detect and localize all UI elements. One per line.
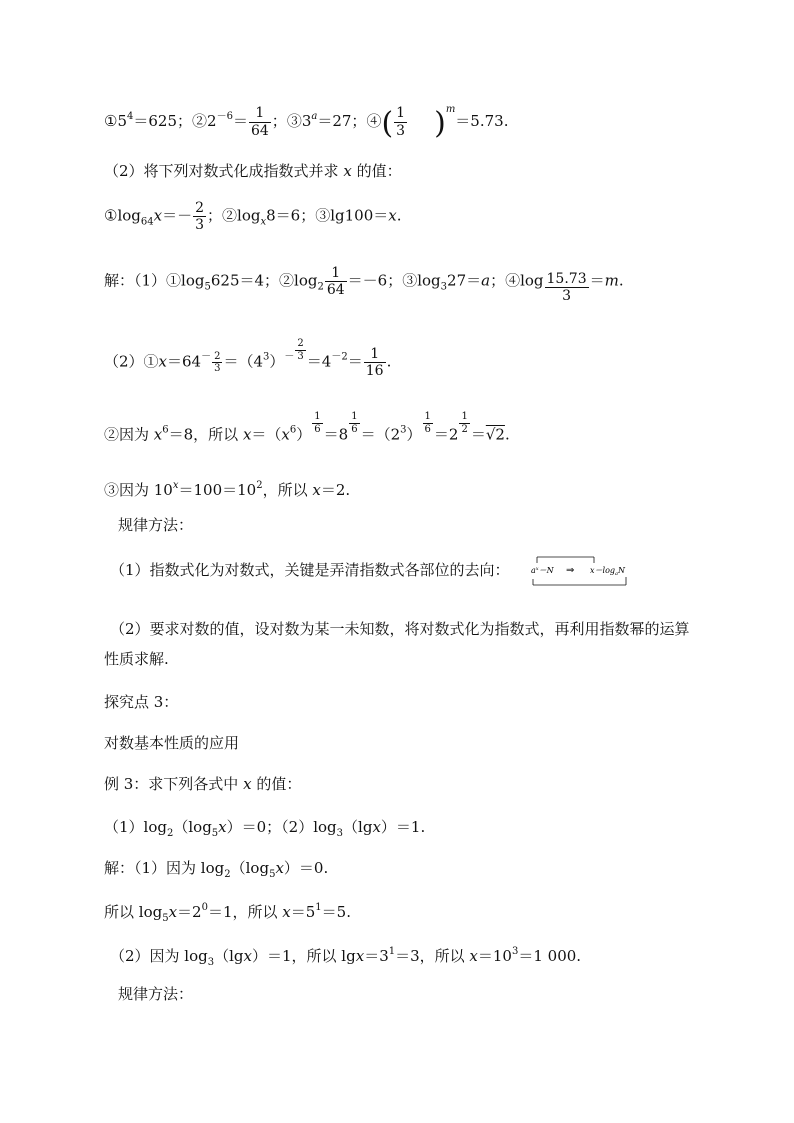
fraction <box>295 338 305 362</box>
line-14 <box>104 820 425 839</box>
exponent: 3 <box>511 946 519 957</box>
numerator: 2 <box>214 350 221 362</box>
text: ） <box>406 425 422 444</box>
example-3 <box>104 777 301 792</box>
conversion-diagram <box>530 553 630 589</box>
text: . <box>504 425 510 444</box>
fraction <box>325 265 347 298</box>
subscript: 5 <box>204 281 211 293</box>
text: ＝（2 <box>360 425 401 444</box>
line-1 <box>104 105 508 139</box>
line-10a: （2）要求对数的值，设对数为某一未知数，将对数式化为指数式，再利用指数幂的运算 <box>110 620 690 638</box>
text: （1）log <box>104 818 167 836</box>
exponent: 2 <box>256 480 263 491</box>
fraction <box>423 411 433 435</box>
text: （2）① <box>104 352 159 371</box>
text: . <box>618 271 624 290</box>
line-2 <box>104 164 402 179</box>
text: ＝64 <box>167 352 202 371</box>
variable: x <box>242 425 252 444</box>
fraction <box>349 411 359 435</box>
text: ＝5.73. <box>455 112 509 130</box>
text: ＝10 <box>477 947 512 965</box>
fraction <box>394 105 407 138</box>
text: 解：（1）因为 log <box>104 859 225 877</box>
text: ； <box>271 112 287 130</box>
exponent: 0 <box>201 902 208 913</box>
hint-left: $a^x=N$ <box>531 566 554 575</box>
text: ＝5. <box>321 903 351 921</box>
text: 27＝ <box>447 271 482 290</box>
denominator: 3 <box>396 122 406 139</box>
text: ） <box>296 425 312 444</box>
text: 的值： <box>251 775 302 793</box>
line-9: （1）指数式化为对数式，关键是弄清指数式各部位的去向： <box>110 561 510 579</box>
exponent: 3 <box>400 424 407 436</box>
text: ＝2. <box>320 481 351 499</box>
text: （2）因为 log <box>110 947 208 965</box>
circled-2: ② <box>192 112 208 130</box>
denominator: 3 <box>195 217 205 234</box>
exponent: a <box>311 111 318 122</box>
text: （log <box>173 818 212 836</box>
line-4 <box>104 265 624 304</box>
fraction <box>545 271 589 304</box>
variable: x <box>243 947 252 965</box>
denominator: 6 <box>351 423 358 435</box>
text: ＝ <box>589 271 605 290</box>
line-10b: 性质求解. <box>104 650 169 668</box>
text: ＝100＝10 <box>178 481 257 499</box>
line-7 <box>104 481 350 498</box>
variable: x <box>388 206 397 225</box>
exponent: 4 <box>127 111 134 122</box>
subscript: 5 <box>269 869 276 880</box>
line-16 <box>104 903 351 924</box>
text: ＝27； <box>317 112 367 130</box>
denominator: 3 <box>297 350 304 362</box>
variable: x <box>469 947 478 965</box>
text: . <box>396 206 402 225</box>
variable: x <box>355 947 365 965</box>
variable: x <box>158 352 168 371</box>
hint-right: $x=\log_aN$ <box>590 566 625 577</box>
denominator: 64 <box>250 122 269 139</box>
base: 3 <box>301 112 312 130</box>
text: ＝625； <box>133 112 193 130</box>
subscript: 2 <box>166 828 174 839</box>
variable: x <box>275 859 284 877</box>
circled-3: ③ <box>286 112 302 130</box>
text: . <box>386 352 392 371</box>
subscript: 2 <box>317 281 324 293</box>
text: 解：（1）①log <box>104 271 205 290</box>
subscript: 64 <box>140 216 154 228</box>
variable: x <box>153 206 163 225</box>
text: ；④log <box>490 271 544 290</box>
subscript: 3 <box>440 281 448 293</box>
exponent: － <box>201 351 212 363</box>
subscript: 5 <box>162 913 169 924</box>
text: ）＝0. <box>283 859 329 877</box>
subscript: 3 <box>336 828 344 839</box>
line-3 <box>104 200 402 233</box>
numerator: 1 <box>364 346 386 363</box>
paren: ) <box>434 106 446 141</box>
exponent: 6 <box>289 424 297 436</box>
text: ）＝1. <box>380 818 426 836</box>
subscript: 3 <box>207 957 215 968</box>
text: 8＝6； <box>266 206 316 225</box>
exponent: 1 <box>315 902 322 913</box>
denominator: 3 <box>562 287 572 304</box>
exponent: － <box>284 351 295 363</box>
base: 2 <box>207 112 217 130</box>
fraction <box>249 105 271 138</box>
text: ＝2 <box>433 425 459 444</box>
text: 625＝4；②log <box>210 271 318 290</box>
text: ＝（4 <box>223 352 264 371</box>
circled-4: ④ <box>366 112 382 130</box>
subscript: 2 <box>224 869 231 880</box>
line-5 <box>104 338 391 379</box>
denominator: 16 <box>365 363 384 379</box>
arrow-icon: ⇒ <box>566 565 575 576</box>
text: （lg <box>214 947 244 965</box>
text: ＝3 <box>364 947 389 965</box>
text: ③lg100＝ <box>315 206 389 225</box>
numerator: 1 <box>461 411 468 422</box>
base: 5 <box>117 112 127 130</box>
fraction <box>212 351 222 375</box>
numerator: 1 <box>351 411 358 422</box>
text: ； <box>207 206 223 225</box>
text: ＝8 <box>323 425 349 444</box>
explore-point-3: 探究点 3： <box>104 693 179 711</box>
text: ＝－6；③log <box>347 271 441 290</box>
text: ＝2 <box>177 903 202 921</box>
line-6 <box>104 411 510 443</box>
line-17 <box>110 947 581 968</box>
rule-method-heading-2: 规律方法： <box>118 985 194 1003</box>
numerator: 1 <box>325 265 347 282</box>
text: 例 3：求下列各式中 <box>104 775 244 793</box>
numerator: 1 <box>424 411 431 422</box>
denominator: 2 <box>461 423 468 435</box>
variable: x <box>312 481 321 499</box>
numerator: 2 <box>297 338 304 349</box>
text: ＝4 <box>306 352 332 371</box>
fraction <box>193 200 206 233</box>
denominator: 3 <box>214 363 221 374</box>
variable: m <box>604 271 619 290</box>
fraction <box>312 411 322 435</box>
radical: √2 <box>485 425 505 444</box>
variable: x <box>372 818 381 836</box>
exponent: m <box>445 104 456 115</box>
rule-method-heading: 规律方法： <box>118 516 194 534</box>
variable: x <box>281 425 290 444</box>
text: ）＝1，所以 lg <box>252 947 356 965</box>
exponent: 3 <box>263 351 270 363</box>
circled-1: ① <box>104 112 118 130</box>
text: （lg <box>343 818 373 836</box>
exponent: －2 <box>331 351 348 363</box>
text: ＝1，所以 <box>207 903 283 921</box>
text: ＝8，所以 <box>168 425 243 444</box>
text: （2）将下列对数式化成指数式并求 <box>104 162 344 180</box>
numerator: 15.73 <box>546 270 587 287</box>
exponent: 6 <box>162 424 169 436</box>
variable: x <box>153 425 163 444</box>
section-title: 对数基本性质的应用 <box>104 734 240 752</box>
denominator: 6 <box>314 423 321 435</box>
text: ）＝0；（2）log <box>226 818 337 836</box>
exponent: x <box>172 480 179 491</box>
text: ＝－ <box>162 206 193 225</box>
denominator: 6 <box>424 423 431 435</box>
text: ＝ <box>347 352 363 371</box>
text: ＝1 000. <box>518 947 582 965</box>
variable: x <box>168 903 178 921</box>
variable: x <box>343 162 352 180</box>
subscript: x <box>260 216 267 228</box>
text: ＝3，所以 <box>395 947 470 965</box>
text: ②log <box>222 206 261 225</box>
text: ②因为 <box>104 425 154 444</box>
numerator: 1 <box>396 105 406 122</box>
text: ＝ <box>232 112 248 130</box>
exponent: 1 <box>388 946 396 957</box>
fraction <box>364 346 386 379</box>
text: ＝（ <box>251 425 282 444</box>
variable: x <box>282 903 291 921</box>
variable: x <box>218 818 227 836</box>
text: ＝5 <box>290 903 316 921</box>
fraction <box>459 411 469 435</box>
variable: x <box>243 775 252 793</box>
denominator: 64 <box>326 282 345 299</box>
numerator: 1 <box>249 105 271 122</box>
line-15 <box>104 861 328 880</box>
text: ，所以 <box>262 481 313 499</box>
numerator: 1 <box>314 411 321 422</box>
text: ＝ <box>470 425 486 444</box>
text: 所以 log <box>104 903 163 921</box>
subscript: 5 <box>211 828 219 839</box>
text: （log <box>230 859 270 877</box>
text: ①log <box>104 206 141 225</box>
numerator: 2 <box>195 200 205 216</box>
text: ） <box>269 352 285 371</box>
paren: ( <box>381 106 394 141</box>
text: ③因为 10 <box>104 481 173 499</box>
text: 的值： <box>351 162 402 180</box>
exponent: －6 <box>216 111 233 122</box>
variable: a <box>481 271 491 290</box>
